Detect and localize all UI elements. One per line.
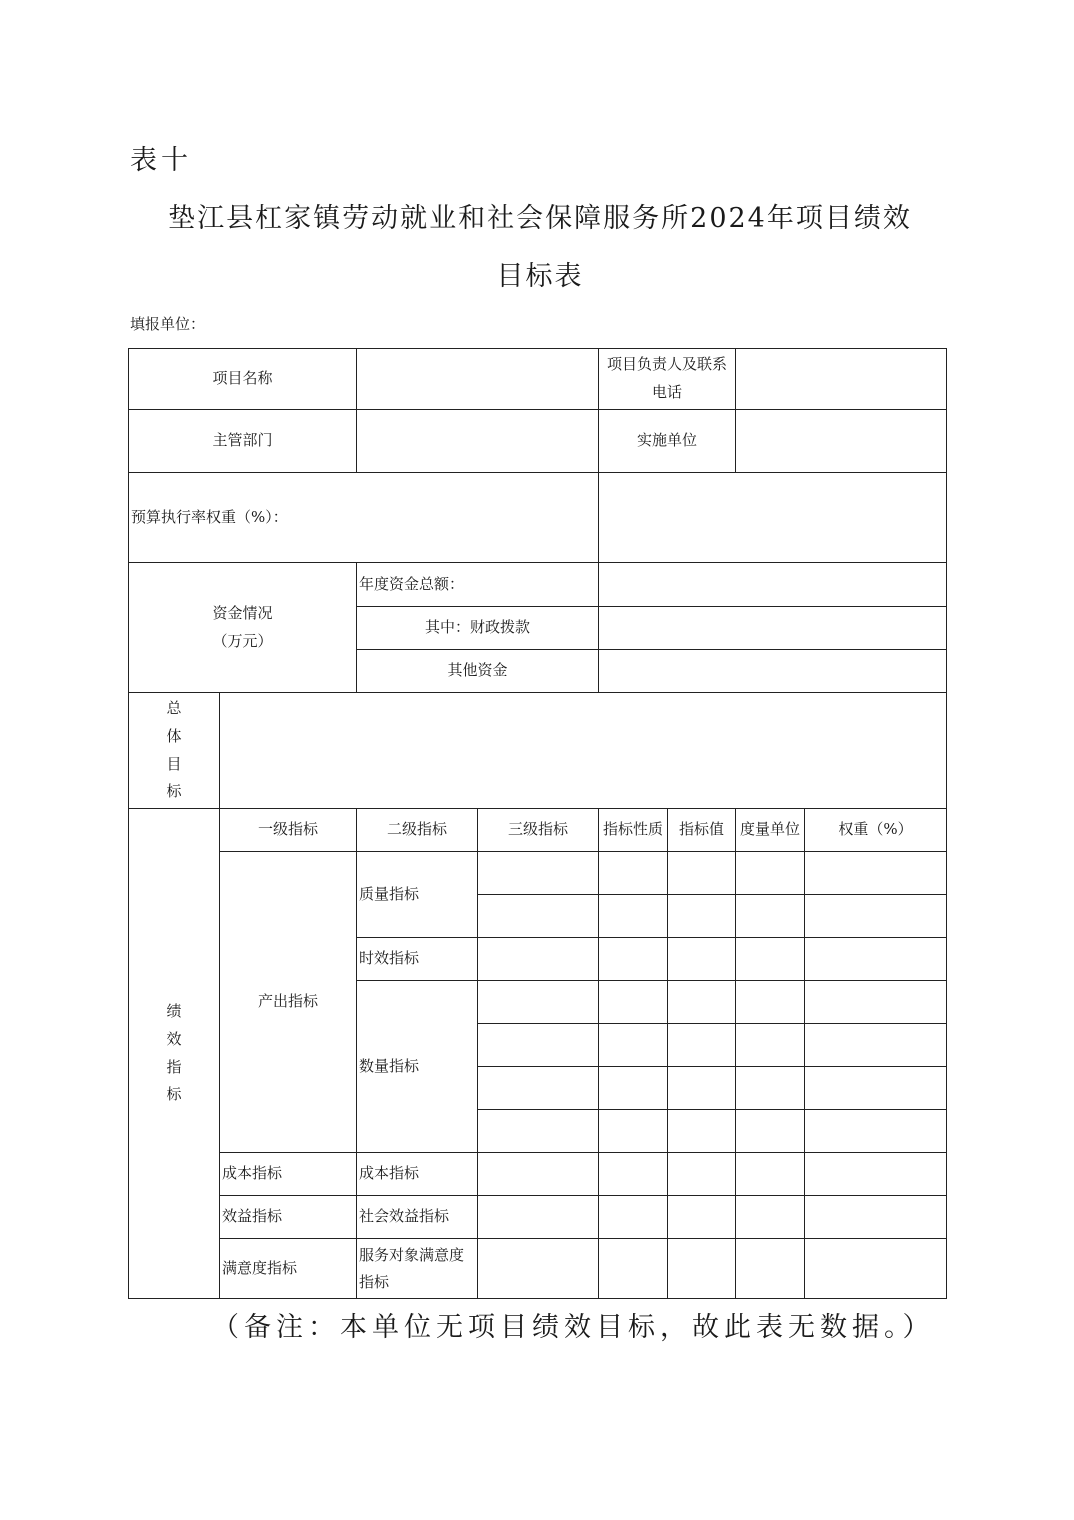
funds-total-cell[interactable] xyxy=(599,563,947,607)
table-row xyxy=(129,809,947,852)
table-cell[interactable] xyxy=(736,938,805,981)
table-cell[interactable] xyxy=(478,1153,599,1196)
budget-weight-label: 预算执行率权重（%）： xyxy=(129,473,599,563)
department-cell[interactable] xyxy=(357,410,599,473)
performance-indicators-label: 绩效指标 xyxy=(129,809,220,1299)
funds-label-line1: 资金情况 xyxy=(212,603,273,622)
table-cell[interactable] xyxy=(478,1239,599,1299)
table-cell[interactable] xyxy=(805,852,947,895)
table-cell[interactable] xyxy=(805,895,947,938)
table-cell[interactable] xyxy=(736,1153,805,1196)
project-name-cell[interactable] xyxy=(357,349,599,410)
table-cell[interactable] xyxy=(668,981,736,1024)
quantity-indicator-label: 数量指标 xyxy=(357,981,478,1153)
table-row xyxy=(129,410,947,473)
table-cell[interactable] xyxy=(736,895,805,938)
table-cell[interactable] xyxy=(668,895,736,938)
project-name-label: 项目名称 xyxy=(129,349,357,410)
column-header: 指标性质 xyxy=(599,809,668,852)
table-cell[interactable] xyxy=(599,895,668,938)
table-cell[interactable] xyxy=(599,1110,668,1153)
table-cell[interactable] xyxy=(599,1196,668,1239)
implementing-unit-cell[interactable] xyxy=(736,410,947,473)
table-cell[interactable] xyxy=(599,938,668,981)
budget-weight-cell[interactable] xyxy=(599,473,947,563)
table-row xyxy=(129,852,947,895)
table-cell[interactable] xyxy=(478,938,599,981)
table-cell[interactable] xyxy=(736,1024,805,1067)
table-cell[interactable] xyxy=(599,1153,668,1196)
remark-note: （备注：本单位无项目绩效目标，故此表无数据。） xyxy=(212,1312,935,1343)
table-cell[interactable] xyxy=(736,852,805,895)
funds-label xyxy=(129,563,357,693)
satisfaction-indicator-l1: 满意度指标 xyxy=(220,1239,357,1299)
cost-indicator-l1: 成本指标 xyxy=(220,1153,357,1196)
table-cell[interactable] xyxy=(736,1067,805,1110)
table-cell[interactable] xyxy=(668,1153,736,1196)
table-cell[interactable] xyxy=(478,852,599,895)
funds-fiscal-label: 其中：财政拨款 xyxy=(357,607,599,650)
implementing-unit-label: 实施单位 xyxy=(599,410,736,473)
table-cell[interactable] xyxy=(599,1239,668,1299)
table-cell[interactable] xyxy=(599,852,668,895)
table-row xyxy=(129,563,947,607)
table-cell[interactable] xyxy=(478,1024,599,1067)
table-cell[interactable] xyxy=(805,981,947,1024)
table-cell[interactable] xyxy=(478,1110,599,1153)
table-number-label: 表十 xyxy=(130,145,192,176)
document-title: 垫江县杠家镇劳动就业和社会保障服务所2024年项目绩效 xyxy=(168,203,912,234)
overall-goal-cell[interactable] xyxy=(220,693,947,809)
timeliness-indicator-label: 时效指标 xyxy=(357,938,478,981)
table-cell[interactable] xyxy=(599,1067,668,1110)
funds-label-line2: （万元） xyxy=(212,631,273,650)
contact-label: 项目负责人及联系电话 xyxy=(599,349,736,410)
column-header: 指标值 xyxy=(668,809,736,852)
table-cell[interactable] xyxy=(805,1067,947,1110)
column-header: 三级指标 xyxy=(478,809,599,852)
table-row xyxy=(129,473,947,563)
funds-fiscal-cell[interactable] xyxy=(599,607,947,650)
table-cell[interactable] xyxy=(478,895,599,938)
column-header: 一级指标 xyxy=(220,809,357,852)
table-cell[interactable] xyxy=(736,1110,805,1153)
table-cell[interactable] xyxy=(736,981,805,1024)
table-cell[interactable] xyxy=(668,852,736,895)
table-cell[interactable] xyxy=(736,1239,805,1299)
table-cell[interactable] xyxy=(805,1024,947,1067)
filler-unit-label: 填报单位： xyxy=(130,315,206,333)
table-cell[interactable] xyxy=(478,1196,599,1239)
output-indicator-label: 产出指标 xyxy=(220,852,357,1153)
table-cell[interactable] xyxy=(599,1024,668,1067)
table-row xyxy=(129,1196,947,1239)
table-cell[interactable] xyxy=(599,981,668,1024)
table-cell[interactable] xyxy=(478,1067,599,1110)
table-cell[interactable] xyxy=(805,1196,947,1239)
table-row xyxy=(129,693,947,809)
department-label: 主管部门 xyxy=(129,410,357,473)
column-header: 权重（%） xyxy=(805,809,947,852)
table-cell[interactable] xyxy=(668,1196,736,1239)
table-cell[interactable] xyxy=(668,1110,736,1153)
column-header: 二级指标 xyxy=(357,809,478,852)
quality-indicator-label: 质量指标 xyxy=(357,852,478,938)
table-row xyxy=(129,349,947,410)
table-cell[interactable] xyxy=(478,981,599,1024)
overall-goal-label: 总体目标 xyxy=(129,693,220,809)
table-row xyxy=(129,1153,947,1196)
cost-indicator-l2: 成本指标 xyxy=(357,1153,478,1196)
performance-target-table xyxy=(128,348,947,1299)
funds-other-label: 其他资金 xyxy=(357,650,599,693)
table-cell[interactable] xyxy=(805,938,947,981)
table-cell[interactable] xyxy=(668,1067,736,1110)
contact-cell[interactable] xyxy=(736,349,947,410)
table-cell[interactable] xyxy=(805,1110,947,1153)
column-header: 度量单位 xyxy=(736,809,805,852)
funds-total-label: 年度资金总额： xyxy=(357,563,599,607)
table-cell[interactable] xyxy=(736,1196,805,1239)
table-cell[interactable] xyxy=(668,1024,736,1067)
table-cell[interactable] xyxy=(805,1239,947,1299)
table-cell[interactable] xyxy=(668,1239,736,1299)
social-benefit-indicator: 社会效益指标 xyxy=(357,1196,478,1239)
table-cell[interactable] xyxy=(805,1153,947,1196)
service-satisfaction-indicator: 服务对象满意度指标 xyxy=(357,1239,478,1299)
table-row xyxy=(129,1239,947,1299)
document-title-continued: 目标表 xyxy=(496,261,584,292)
funds-other-cell[interactable] xyxy=(599,650,947,693)
table-cell[interactable] xyxy=(668,938,736,981)
benefit-indicator-l1: 效益指标 xyxy=(220,1196,357,1239)
